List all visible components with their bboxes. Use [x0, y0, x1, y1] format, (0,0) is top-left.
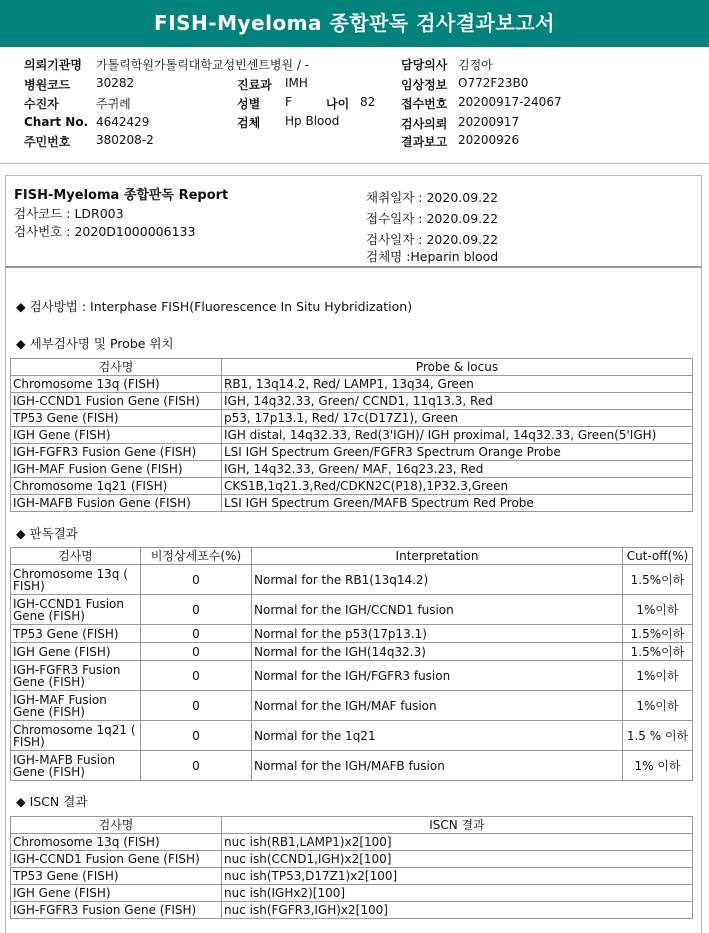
table-cell: CKS1B,1q21.3,Red/CDKN2C(P18),1P32.3,Green [222, 478, 693, 495]
table-cell: TP53 Gene (FISH) [11, 625, 141, 643]
receive-date: 접수일자 : 2020.09.22 [366, 211, 499, 226]
patient-name-value: 주귀례 [96, 97, 131, 111]
column-header: 검사명 [11, 359, 222, 376]
table-cell: IGH-CCND1 Fusion Gene (FISH) [11, 595, 141, 625]
table-cell: nuc ish(IGHx2)[100] [222, 885, 693, 902]
table-cell: IGH-CCND1 Fusion Gene (FISH) [11, 851, 222, 868]
request-date-label: 검사의뢰 [401, 117, 448, 131]
table-cell: IGH Gene (FISH) [11, 427, 222, 444]
table-cell: 0 [141, 721, 252, 751]
institution-value: 가톨릭학원가톨릭대학교성빈센트병원 / - [96, 58, 310, 72]
table-cell: Normal for the IGH(14q32.3) [252, 643, 623, 661]
table-row [11, 410, 693, 427]
hospital-code-label: 병원코드 [24, 78, 71, 92]
table-row [11, 495, 693, 512]
resident-no-value: 380208-2 [96, 133, 154, 147]
table-cell: Chromosome 1q21 (FISH) [11, 478, 222, 495]
report-content [5, 268, 702, 933]
department-value: IMH [285, 76, 308, 90]
table-row [11, 565, 693, 595]
table-row [11, 376, 693, 393]
column-header: Probe & locus [222, 359, 693, 376]
table-cell: LSI IGH Spectrum Green/MAFB Spectrum Red Probe [222, 495, 693, 512]
table-cell: 1.5%이하 [623, 643, 693, 661]
table-cell: Normal for the p53(17p13.1) [252, 625, 623, 643]
collect-date: 채취일자 : 2020.09.22 [366, 190, 499, 205]
table-cell: IGH-CCND1 Fusion Gene (FISH) [11, 393, 222, 410]
table-cell: Chromosome 1q21 ( FISH) [11, 721, 141, 751]
table-cell: IGH-FGFR3 Fusion Gene (FISH) [11, 902, 222, 919]
table-cell: IGH Gene (FISH) [11, 885, 222, 902]
table-cell: Normal for the RB1(13q14.2) [252, 565, 623, 595]
table-cell: Chromosome 13q ( FISH) [11, 565, 141, 595]
table-row [11, 721, 693, 751]
table-row [11, 478, 693, 495]
table-row [11, 691, 693, 721]
result-table [10, 547, 693, 781]
clinical-info-value: O772F23B0 [458, 76, 529, 90]
chart-no-value: 4642429 [96, 115, 150, 129]
table-row [11, 595, 693, 625]
table-cell: IGH-FGFR3 Fusion Gene (FISH) [11, 661, 141, 691]
column-header: Interpretation [252, 548, 623, 565]
table-cell: 1%이하 [623, 661, 693, 691]
table-header-row [11, 548, 693, 565]
table-cell: IGH-MAFB Fusion Gene (FISH) [11, 751, 141, 781]
table-cell: 0 [141, 751, 252, 781]
table-row [11, 643, 693, 661]
table-row [11, 868, 693, 885]
table-row [11, 851, 693, 868]
report-title-banner: FISH-Myeloma 종합판독 검사결과보고서 [0, 0, 709, 47]
table-cell: nuc ish(FGFR3,IGH)x2[100] [222, 902, 693, 919]
table-cell: 0 [141, 625, 252, 643]
sex-value: F [285, 95, 292, 109]
table-header-row [11, 817, 693, 834]
table-cell: Normal for the IGH/FGFR3 fusion [252, 661, 623, 691]
table-cell: IGH Gene (FISH) [11, 643, 141, 661]
iscn-section-title: ◆ ISCN 결과 [16, 794, 88, 809]
institution-label: 의뢰기관명 [24, 58, 82, 72]
table-cell: nuc ish(RB1,LAMP1)x2[100] [222, 834, 693, 851]
table-cell: IGH-MAFB Fusion Gene (FISH) [11, 495, 222, 512]
test-code: 검사코드 : LDR003 [14, 206, 124, 221]
hospital-code-value: 30282 [96, 76, 135, 90]
table-cell: 0 [141, 643, 252, 661]
table-cell: 0 [141, 565, 252, 595]
table-cell: TP53 Gene (FISH) [11, 868, 222, 885]
specimen-label: 검체 [237, 116, 261, 130]
report-date-value: 20200926 [458, 133, 520, 147]
receipt-no-label: 접수번호 [401, 97, 448, 111]
table-cell: IGH-MAF Fusion Gene (FISH) [11, 691, 141, 721]
column-header: 검사명 [11, 817, 222, 834]
table-row [11, 834, 693, 851]
table-cell: Normal for the IGH/MAF fusion [252, 691, 623, 721]
table-cell: 0 [141, 595, 252, 625]
patient-info-panel [0, 47, 709, 164]
probe-section-title: ◆ 세부검사명 및 Probe 위치 [16, 336, 174, 351]
clinical-info-label: 임상정보 [401, 78, 448, 92]
column-header: 검사명 [11, 548, 141, 565]
table-cell: 0 [141, 661, 252, 691]
specimen-value: Hp Blood [285, 114, 340, 128]
age-value: 82 [360, 95, 376, 109]
table-cell: IGH-FGFR3 Fusion Gene (FISH) [11, 444, 222, 461]
table-cell: LSI IGH Spectrum Green/FGFR3 Spectrum Orange Probe [222, 444, 693, 461]
table-cell: 1% 이하 [623, 751, 693, 781]
doctor-value: 김정아 [458, 58, 493, 72]
table-cell: p53, 17p13.1, Red/ 17c(D17Z1), Green [222, 410, 693, 427]
department-label: 진료과 [237, 78, 272, 92]
receipt-no-value: 20200917-24067 [458, 95, 562, 109]
table-header-row [11, 359, 693, 376]
table-row [11, 751, 693, 781]
table-cell: Chromosome 13q (FISH) [11, 376, 222, 393]
iscn-table [10, 816, 693, 919]
report-date-label: 결과보고 [401, 135, 448, 149]
table-row [11, 444, 693, 461]
age-label: 나이 [326, 97, 350, 111]
sex-label: 성별 [237, 97, 261, 111]
table-row [11, 625, 693, 643]
table-cell: nuc ish(TP53,D17Z1)x2[100] [222, 868, 693, 885]
table-cell: 0 [141, 691, 252, 721]
table-cell: Normal for the IGH/MAFB fusion [252, 751, 623, 781]
table-row [11, 902, 693, 919]
test-number: 검사번호 : 2020D1000006133 [14, 224, 196, 239]
table-cell: IGH, 14q32.33, Green/ CCND1, 11q13.3, Red [222, 393, 693, 410]
table-cell: 1.5%이하 [623, 625, 693, 643]
report-summary-box [5, 175, 702, 268]
table-cell: nuc ish(CCND1,IGH)x2[100] [222, 851, 693, 868]
column-header: Cut-off(%) [623, 548, 693, 565]
request-date-value: 20200917 [458, 115, 520, 129]
table-cell: Normal for the IGH/CCND1 fusion [252, 595, 623, 625]
table-cell: IGH distal, 14q32.33, Red(3'IGH)/ IGH proximal, 14q32.33, Green(5'IGH) [222, 427, 693, 444]
table-row [11, 661, 693, 691]
table-row [11, 461, 693, 478]
table-cell: IGH, 14q32.33, Green/ MAF, 16q23.23, Red [222, 461, 693, 478]
table-row [11, 427, 693, 444]
method-text: ◆ 검사방법 : Interphase FISH(Fluorescence In Situ Hybridization) [16, 299, 413, 314]
report-subtitle: FISH-Myeloma 종합판독 Report [14, 188, 229, 203]
column-header: 비정상세포수(%) [141, 548, 252, 565]
doctor-label: 담당의사 [401, 58, 448, 72]
result-section-title: ◆ 판독결과 [16, 526, 78, 541]
test-date: 검사일자 : 2020.09.22 [366, 232, 499, 247]
specimen-name: 검체명 :Heparin blood [366, 249, 499, 264]
table-cell: IGH-MAF Fusion Gene (FISH) [11, 461, 222, 478]
table-cell: 1.5 % 이하 [623, 721, 693, 751]
chart-no-label: Chart No. [24, 115, 89, 129]
table-cell: 1%이하 [623, 595, 693, 625]
table-cell: Normal for the 1q21 [252, 721, 623, 751]
patient-name-label: 수진자 [24, 97, 59, 111]
table-row [11, 885, 693, 902]
table-cell: RB1, 13q14.2, Red/ LAMP1, 13q34, Green [222, 376, 693, 393]
resident-no-label: 주민번호 [24, 135, 71, 149]
table-cell: TP53 Gene (FISH) [11, 410, 222, 427]
column-header: ISCN 결과 [222, 817, 693, 834]
table-cell: 1%이하 [623, 691, 693, 721]
table-cell: Chromosome 13q (FISH) [11, 834, 222, 851]
probe-table [10, 358, 693, 512]
table-row [11, 393, 693, 410]
table-cell: 1.5%이하 [623, 565, 693, 595]
